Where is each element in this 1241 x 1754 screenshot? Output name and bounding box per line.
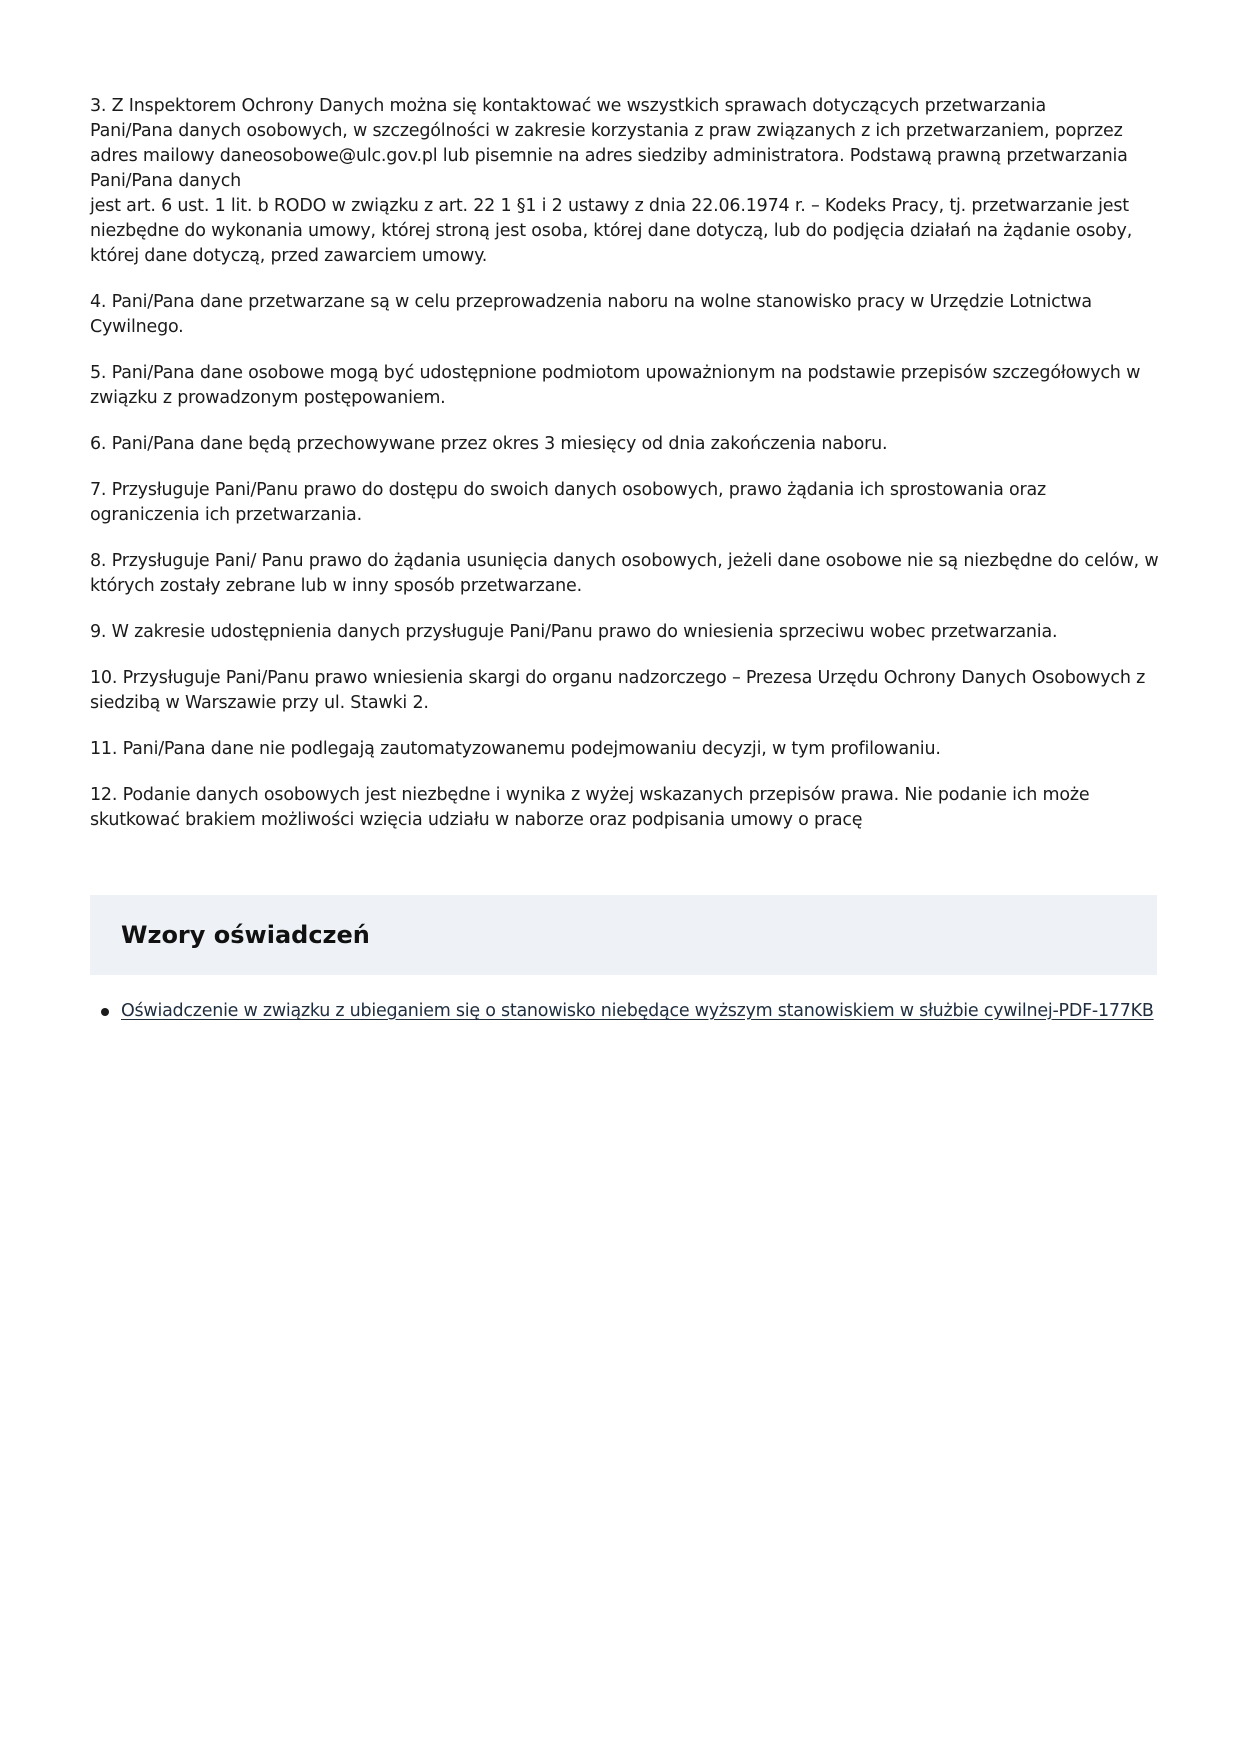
clause-7-line: 7. Przysługuje Pani/Panu prawo do dostępu do swoich danych osobowych, prawo żądania ich sprostowania oraz	[90, 480, 1047, 500]
clause-7-line: ograniczenia ich przetwarzania.	[90, 505, 362, 525]
clause-4-line: Cywilnego.	[90, 317, 184, 337]
clause-3-line: 3. Z Inspektorem Ochrony Danych można się kontaktować we wszystkich sprawach dotyczących przetwarzania	[90, 96, 1047, 116]
clause-10-line: 10. Przysługuje Pani/Panu prawo wniesienia skargi do organu nadzorczego – Prezesa Urzędu Ochrony Danych Osobowych z	[90, 668, 1146, 688]
bullet-icon	[101, 1008, 109, 1016]
clause-6	[90, 432, 1155, 457]
clause-5	[90, 361, 1155, 411]
clause-3-line: niezbędne do wykonania umowy, której stroną jest osoba, której dane dotyczą, lub do podjęcia działań na żądanie osoby,	[90, 221, 1133, 241]
clause-8	[90, 549, 1159, 599]
clause-12	[90, 783, 1155, 833]
clause-10-line: siedzibą w Warszawie przy ul. Stawki 2.	[90, 693, 429, 713]
clause-3-line: jest art. 6 ust. 1 lit. b RODO w związku z art. 22 1 §1 i 2 ustawy z dnia 22.06.1974 r. – Kodeks Pracy, tj. przetwarzanie jest	[90, 196, 1129, 216]
clause-3-line: której dane dotyczą, przed zawarciem umowy.	[90, 246, 488, 266]
clause-7	[90, 478, 1155, 528]
clause-11	[90, 737, 1155, 762]
attachment-link-oswiadczenie[interactable]: Oświadczenie w związku z ubieganiem się o stanowisko niebędące wyższym stanowiskiem w służbie cywilnej-PDF-177KB	[121, 1001, 1154, 1021]
clause-6-line: 6. Pani/Pana dane będą przechowywane przez okres 3 miesięcy od dnia zakończenia naboru.	[90, 434, 888, 454]
clause-3-line: Pani/Pana danych osobowych, w szczególności w zakresie korzystania z praw związanych z ich przetwarzaniem, poprzez	[90, 121, 1123, 141]
attachment-list	[90, 999, 1170, 1024]
clause-11-line: 11. Pani/Pana dane nie podlegają zautomatyzowanemu podejmowaniu decyzji, w tym profilowaniu.	[90, 739, 941, 759]
clause-8-line: 8. Przysługuje Pani/ Panu prawo do żądania usunięcia danych osobowych, jeżeli dane osobowe nie są niezbędne do celów, w	[90, 551, 1159, 571]
clause-4-line: 4. Pani/Pana dane przetwarzane są w celu przeprowadzenia naboru na wolne stanowisko pracy w Urzędzie Lotnictwa	[90, 292, 1092, 312]
clause-8-line: których zostały zebrane lub w inny sposób przetwarzane.	[90, 576, 582, 596]
privacy-clause-body	[90, 94, 1159, 854]
section-header	[90, 895, 1157, 975]
clause-3-line: Pani/Pana danych	[90, 171, 242, 191]
clause-5-line: 5. Pani/Pana dane osobowe mogą być udostępnione podmiotom upoważnionym na podstawie przepisów szczegółowych w	[90, 363, 1141, 383]
clause-3-line: adres mailowy daneosobowe@ulc.gov.pl lub pisemnie na adres siedziby administratora. Podstawą prawną przetwarzania	[90, 146, 1128, 166]
clause-9	[90, 620, 1155, 645]
clause-4	[90, 290, 1155, 340]
clause-5-line: związku z prowadzonym postępowaniem.	[90, 388, 446, 408]
clause-10	[90, 666, 1155, 716]
clause-9-line: 9. W zakresie udostępnienia danych przysługuje Pani/Panu prawo do wniesienia sprzeciwu wobec przetwarzania.	[90, 622, 1058, 642]
section-title: Wzory oświadczeń	[121, 921, 370, 949]
clause-3	[90, 94, 1155, 269]
clause-12-line: 12. Podanie danych osobowych jest niezbędne i wynika z wyżej wskazanych przepisów prawa. Nie podanie ich może	[90, 785, 1090, 805]
clause-12-line: skutkować brakiem możliwości wzięcia udziału w naborze oraz podpisania umowy o pracę	[90, 810, 863, 830]
attachment-item	[90, 999, 1170, 1024]
